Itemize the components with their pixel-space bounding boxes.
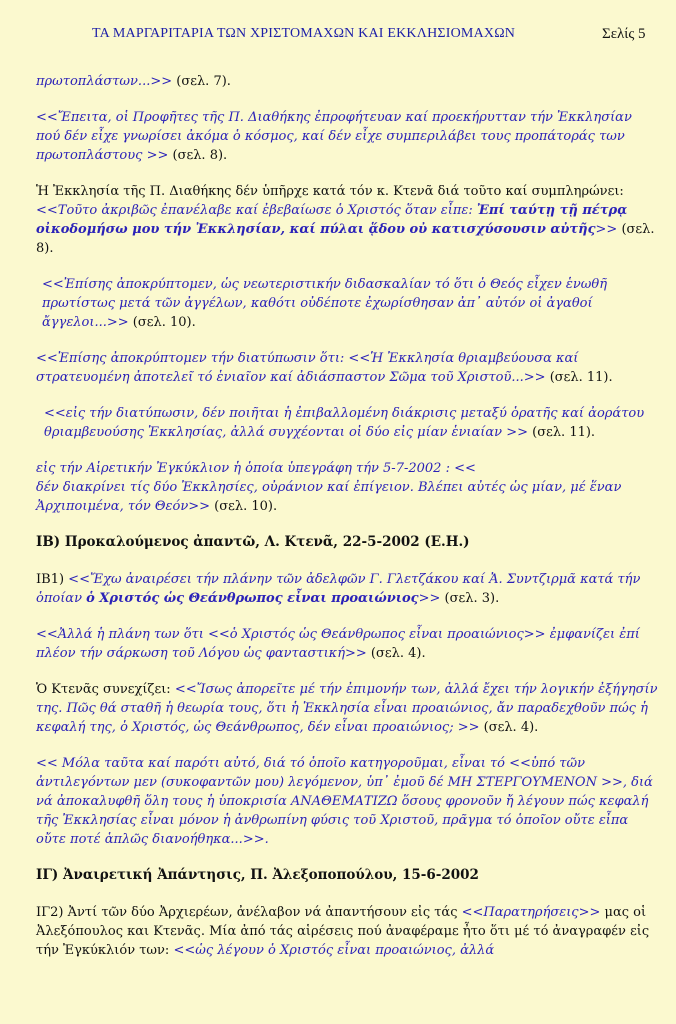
quote-text: <<εἰς τήν διατύπωσιν, δέν ποιῆται ἡ ἐπιβαλλομένη διάκρισις μεταξύ ὁρατῆς καί ἀοράτου θριαμβευούσης Ἐκκλησίας, ἀλλά συγχέονται οἱ δύο εἰς μίαν ἑνιαίαν >> [44, 406, 645, 440]
quote-text: πρωτοπλάστων...>> [36, 74, 173, 89]
paragraph [36, 459, 660, 516]
quote-emphasis: Ἐπί ταύτῃ τῇ πέτρᾳ οἰκοδομήσω μου τήν Ἐκκλησίαν, καί πύλαι ᾅδου οὐ κατισχύσουσιν αὐτῆς [36, 203, 628, 237]
quote-text: <<Ἔχω ἀναιρέσει τήν πλάνην τῶν ἀδελφῶν Γ. Γλετζάκου καί Ἀ. Συντζιρμᾶ κατά τήν ὁποίαν [36, 572, 641, 606]
section-heading [36, 533, 660, 552]
quote-text: <<Τοῦτο ἀκριβῶς ἐπανέλαβε καί ἐβεβαίωσε ὁ Χριστός ὅταν εἶπε: [36, 203, 477, 218]
paragraph [36, 72, 660, 91]
section-label: ΙΓ) [36, 867, 59, 883]
page-ref: (σελ. 4). [479, 720, 539, 735]
document-body [36, 72, 660, 977]
quote-text: <<Ἴσως ἀπορεῖτε μέ τήν ἐπιμονήν των, ἀλλά ἔχει τήν λογικήν ἐξήγησίν της. Πῶς θά σταθῆ ἡ θεωρία τους, ὅτι ἡ Ἐκκλησία εἶναι προαιώνιος, ἄν παραδεχθοῦν πώς ἡ κεφαλή της, ὁ Χριστός, ὡς Θεάνθρωπος, δέν εἶναι προαιώνιος; >> [36, 682, 658, 735]
page-ref: (σελ. 8). [168, 148, 228, 163]
quote-text: <<Ἐπίσης ἀποκρύπτομεν τήν διατύπωσιν ὅτι: <<Ἡ Ἐκκλησία θριαμβεύουσα καί στρατευομένη ἀποτελεῖ τό ἑνιαῖον καί ἀδιάσπαστον Σῶμα τοῦ Χριστοῦ...>> [36, 351, 579, 385]
paragraph [36, 680, 660, 737]
header-title: ΤΑ ΜΑΡΓΑΡΙΤΑΡΙΑ ΤΩΝ ΧΡΙΣΤΟΜΑΧΩΝ ΚΑΙ ΕΚΚΛΗΣΙΟΜΑΧΩΝ [92, 26, 516, 41]
paragraph [36, 182, 660, 258]
page-ref: (σελ. 11). [545, 370, 613, 385]
commentary-text: μας οἱ Ἀλεξόπουλος και Κτενᾶς. Μία ἀπό τάς αἱρέσεις πού ἀναφέραμε ἦτο ὅτι μέ τό ἀναγραφέν εἰς τήν Ἐγκύκλιόν των: [36, 905, 650, 958]
page-ref: (σελ. 8). [36, 222, 655, 256]
paragraph [36, 349, 660, 387]
commentary-text: ΙΓ2) Ἀντί τῶν δύο Ἀρχιερέων, ἀνέλαβον νά ἀπαντήσουν εἰς τάς [36, 905, 462, 920]
page-ref: (σελ. 10). [210, 499, 278, 514]
quote-text: <<Ἔπειτα, οἱ Προφῆτες τῆς Π. Διαθήκης ἐπροφήτευαν καί προεκήρυτταν τήν Ἐκκλησίαν πού δέν εἶχε γνωρίσει ἀκόμα ὁ κόσμος, καί δέν εἶχε συμπεριλάβει τους προπάτοράς των πρωτοπλάστους >> [36, 110, 632, 163]
page-number: Σελίς 5 [602, 26, 646, 42]
paragraph [36, 108, 660, 165]
section-label: ΙΒ) [36, 534, 61, 550]
section-heading [36, 866, 660, 885]
paragraph [36, 404, 660, 442]
commentary-text: Ὁ Κτενᾶς συνεχίζει: [36, 682, 175, 697]
paragraph [36, 903, 660, 960]
page-ref: (σελ. 4). [366, 646, 426, 661]
page-ref: (σελ. 11). [528, 425, 596, 440]
section-title: Ἀναιρετική Ἀπάντησις, Π. Ἀλεξοποπούλου, 15-6-2002 [58, 867, 479, 883]
quote-text: δέν διακρίνει τίς δύο Ἐκκλησίες, οὐράνιον καί ἐπίγειον. Βλέπει αὐτές ὡς μίαν, μέ ἕναν Ἀρχιποιμένα, τόν Θεόν>> [36, 480, 622, 514]
page-ref: (σελ. 10). [128, 315, 196, 330]
quote-text: >> [595, 222, 618, 237]
quote-text: <<Παρατηρήσεις>> [461, 905, 601, 920]
section-title: Προκαλούμενος ἀπαντῶ, Λ. Κτενᾶ, 22-5-2002 (Ε.Η.) [60, 534, 470, 550]
paragraph [36, 275, 660, 332]
quote-emphasis: ὁ Χριστός ὡς Θεάνθρωπος εἶναι προαιώνιος [86, 591, 419, 606]
paragraph [36, 625, 660, 663]
quote-text: << Μόλα ταῦτα καί παρότι αὐτό, διά τό ὁποῖο κατηγοροῦμαι, εἶναι τό <<ὑπό τῶν ἀντιλεγόντων μεν (συκοφαντῶν μου) λεγόμενον, ὑπ᾽ ἐμοῦ δέ ΜΗ ΣΤΕΡΓΟΥΜΕΝΟΝ >>, διά νά ἀποκαλυφθῆ ὅλη τους ἡ ὑποκρισία ΑΝΑΘΕΜΑΤΙΖΩ ὅσους φρονοῦν ἤ λέγουν πώς κεφαλή τῆς Ἐκκλησίας εἶναι μόνον ἡ ἀνθρωπίνη φύσις τοῦ Χριστοῦ, πρᾶγμα τό ὁποῖον οὔτε εἶπα οὔτε ποτέ ἁπλῶς διανοήθηκα...>>. [36, 756, 653, 847]
page-header [0, 20, 676, 50]
paragraph [36, 570, 660, 608]
quote-text: <<ὡς λέγουν ὁ Χριστός εἶναι προαιώνιος, ἀλλά [173, 943, 495, 958]
page-ref: (σελ. 7). [172, 74, 231, 89]
quote-text: <<Ἐπίσης ἀποκρύπτομεν, ὡς νεωτεριστικήν διδασκαλίαν τό ὅτι ὁ Θεός εἶχεν ἑνωθῆ πρωτίστως μετά τῶν ἀγγέλων, καθότι οὐδέποτε ἐχωρίσθησαν ἀπ᾽ αὐτόν οἱ ἀγαθοί ἄγγελοι...>> [42, 277, 608, 330]
paragraph [36, 754, 660, 849]
commentary-text: Ἡ Ἐκκλησία τῆς Π. Διαθήκης δέν ὑπῆρχε κατά τόν κ. Κτενᾶ διά τοῦτο καί συμπληρώνει: [36, 184, 624, 199]
quote-text: >> [418, 591, 441, 606]
quote-text: <<Ἀλλά ἡ πλάνη των ὅτι <<ὁ Χριστός ὡς Θεάνθρωπος εἶναι προαιώνιος>> ἐμφανίζει ἐπί πλέον τήν σάρκωση τοῦ Λόγου ὡς φανταστική>> [36, 627, 640, 661]
page-ref: (σελ. 3). [440, 591, 500, 606]
quote-text: εἰς τήν Αἱρετικήν Ἐγκύκλιον ἡ ὁποία ὑπεγράφη τήν 5-7-2002 : << [36, 461, 476, 476]
item-label: ΙΒ1) [36, 572, 69, 587]
